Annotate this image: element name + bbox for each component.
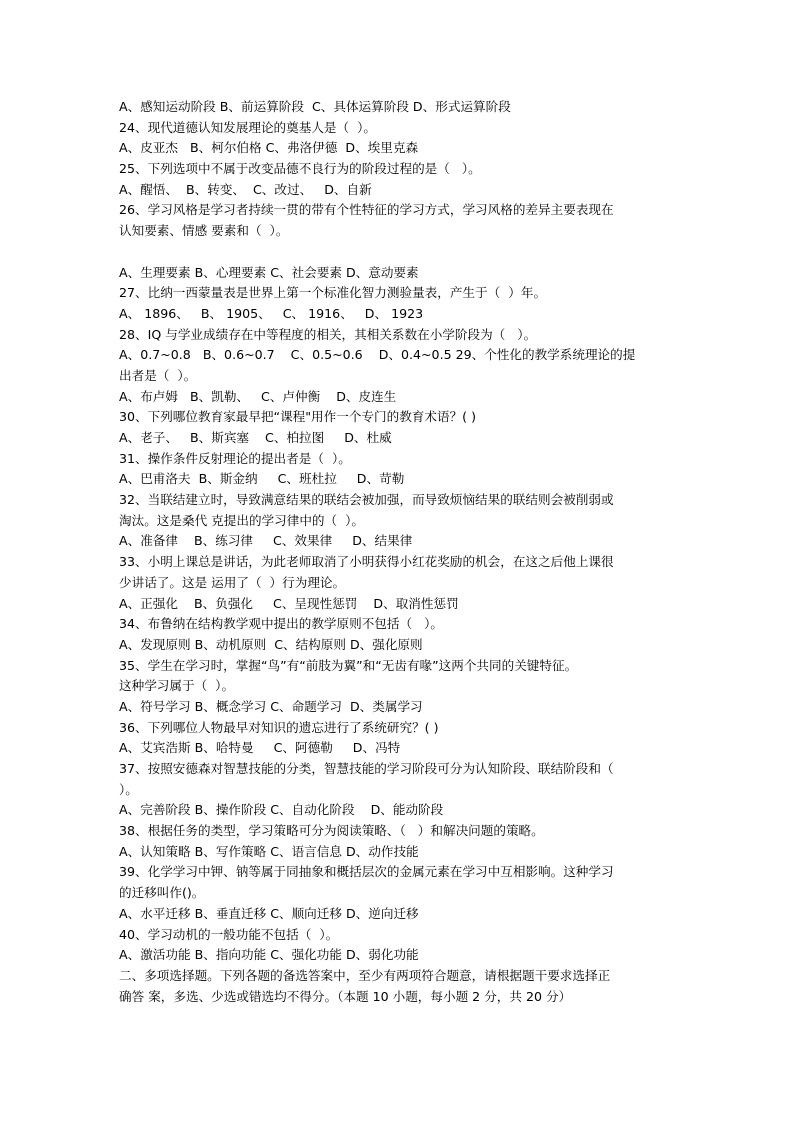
text-line: A、发现原则 B、动机原则 C、结构原则 D、强化原则 [119,636,423,652]
text-line: A、水平迁移 B、垂直迁移 C、顺向迁移 D、逆向迁移 [119,905,419,921]
text-line: A、认知策略 B、写作策略 C、语言信息 D、动作技能 [119,843,419,859]
text-line: A、0.7~0.8 B、0.6~0.7 C、0.5~0.6 D、0.4~0.5 29、个性化的教学系统理论的提 [119,347,636,363]
text-line: 24、现代道德认知发展理论的奠基人是（ ）。 [119,119,377,135]
text-line: 二、多项选择题。下列各题的备选答案中，至少有两项符合题意，请根据题干要求选择正 [119,967,611,983]
text-line: 28、IQ 与学业成绩存在中等程度的相关，其相关系数在小学阶段为（ ）。 [119,326,537,342]
text-line: 39、化学学习中钾、钠等属于同抽象和概括层次的金属元素在学习中互相影响。这种学习 [119,864,614,880]
blank-line [119,242,679,263]
text-line: 33、小明上课总是讲话，为此老师取消了小明获得小红花奖励的机会，在这之后他上课很 [119,554,614,570]
text-line: A、完善阶段 B、操作阶段 C、自动化阶段 D、能动阶段 [119,802,444,818]
text-line: A、巴甫洛夫 B、斯金纳 C、班杜拉 D、苛勒 [119,471,405,487]
text-line: A、皮亚杰 B、柯尔伯格 C、弗洛伊德 D、埃里克森 [119,140,419,156]
text-line: 36、下列哪位人物最早对知识的遗忘进行了系统研究？( ) [119,719,439,735]
text-line: 少讲话了。这是 运用了（ ）行为理论。 [119,574,346,590]
text-line: 34、布鲁纳在结构教学观中提出的教学原则不包括（ ）。 [119,616,443,632]
text-line: 认知要素、情感 要素和（ ）。 [119,223,289,239]
text-line: A、醒悟、 B、转变、 C、改过、 D、自新 [119,181,372,197]
text-line: ）。 [119,781,138,797]
text-line: 32、当联结建立时，导致满意结果的联结会被加强，而导致烦恼结果的联结则会被削弱或 [119,492,614,508]
document-body [119,97,679,1007]
text-line: A、感知运动阶段 B、前运算阶段 C、具体运算阶段 D、形式运算阶段 [119,99,511,114]
text-line: A、正强化 B、负强化 C、呈现性惩罚 D、取消性惩罚 [119,595,459,611]
text-line: 出者是（ ）。 [119,367,197,383]
text-line: 26、学习风格是学习者持续一贯的带有个性特征的学习方式，学习风格的差异主要表现在 [119,202,614,218]
text-line: 37、按照安德森对智慧技能的分类，智慧技能的学习阶段可分为认知阶段、联结阶段和（ [119,761,614,776]
text-line: A、艾宾浩斯 B、哈特曼 C、阿德勒 D、冯特 [119,740,401,756]
text-line: A、老子、 B、斯宾塞 C、柏拉图 D、杜威 [119,430,392,445]
text-line: A、符号学习 B、概念学习 C、命题学习 D、类属学习 [119,698,423,714]
text-line: 25、下列选项中不属于改变品德不良行为的阶段过程的是（ ）。 [119,161,481,177]
text-line: 这种学习属于（ ）。 [119,678,235,694]
text-line: 淘汰。这是桑代 克提出的学习律中的（ ）。 [119,512,364,528]
text-line: A、准备律 B、练习律 C、效果律 D、结果律 [119,533,413,549]
text-line: 30、下列哪位教育家最早把“课程"用作一个专门的教育术语？( ) [119,409,477,425]
text-line: 确答 案，多选、少选或错选均不得分。（本题 10 小题，每小题 2 分，共 20 分） [119,988,572,1004]
text-line: 35、学生在学习时，掌握“鸟”有“前肢为翼”和“无齿有喙”这两个共同的关键特征。 [119,657,578,673]
text-line: 38、根据任务的类型，学习策略可分为阅读策略、（ ）和解决问题的策略。 [119,823,544,839]
text-line: 27、比纳一西蒙量表是世界上第一个标准化智力测验量表，产生于（ ）年。 [119,285,547,301]
text-line: 31、操作条件反射理论的提出者是（ ）。 [119,450,351,466]
text-line: A、布卢姆 B、凯勒、 C、卢仲衡 D、皮连生 [119,388,397,404]
text-line: A、生理要素 B、心理要素 C、社会要素 D、意动要素 [119,264,419,280]
text-line: 40、学习动机的一般功能不包括（ ）。 [119,926,339,942]
text-line: 的迁移叫作()。 [119,885,205,901]
text-line: A、 1896、 B、 1905、 C、 1916、 D、 1923 [119,305,424,321]
text-line: A、激活功能 B、指向功能 C、强化功能 D、弱化功能 [119,947,419,963]
